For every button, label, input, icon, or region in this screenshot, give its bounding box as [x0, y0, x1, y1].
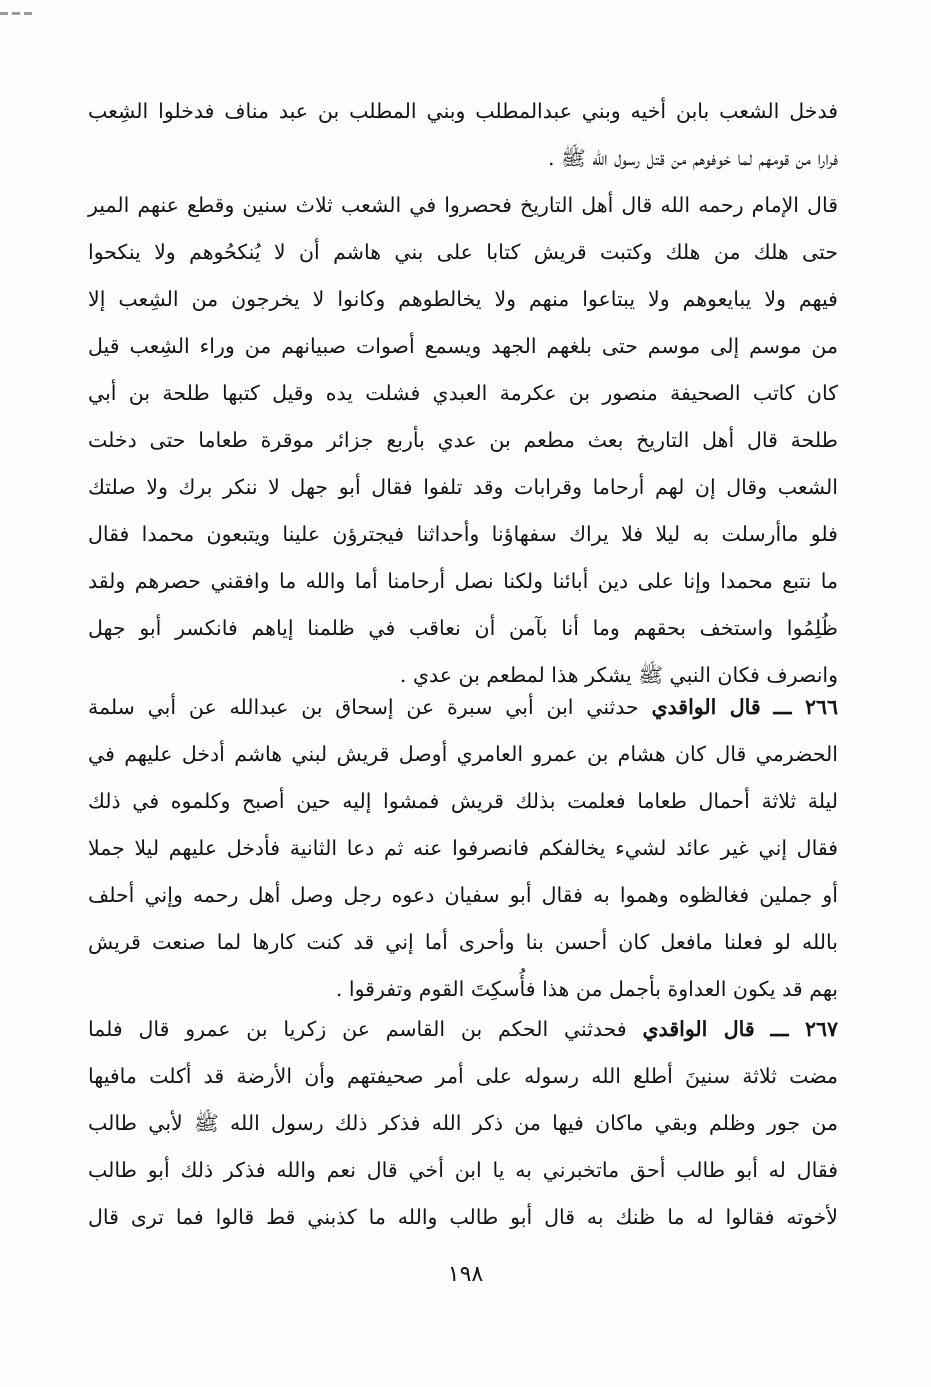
paragraph-first-line — [88, 684, 838, 731]
text-line: فقال له أبو طالب أحق ماتخبرني به يا ابن أخي قال نعم والله فذكر ذلك أبو طالب — [88, 1158, 838, 1182]
paragraph-266 — [88, 684, 838, 1013]
paragraph-number: ٢٦٦ ـــ — [773, 695, 838, 719]
speaker: قال الواقدي — [642, 1017, 755, 1041]
intro-block — [88, 88, 838, 182]
text-line: الحضرمي قال كان هشام بن عمرو العامري أوصل قريش لبني هاشم أدخل عليهم في — [88, 742, 838, 766]
text-line: فلو ماأرسلت به ليلا فلا يراك سفهاؤنا وأحداثنا فيجترؤن علينا ويتبعون محمدا فقال — [88, 522, 838, 546]
speaker: قال الواقدي — [651, 695, 761, 719]
text-line: وانصرف فكان النبي ﷺ يشكر هذا لمطعم بن عدي . — [399, 663, 838, 687]
text-line: فرارا من قومهم لما خوفوهم من قتل رسول الله ﷺ . — [547, 146, 838, 170]
text-line: بالله لو فعلنا مافعل كان أحسن بنا وأحرى أما إني قد كنت كارها لما صنعت قريش — [88, 930, 838, 954]
scan-mark — [0, 0, 40, 10]
text-line: ليلة ثلاثة أحمال طعاما فعلمت بذلك قريش فمشوا إليه حين أصبح وكلموه في ذلك — [88, 789, 838, 813]
text-line: الشعب وقال إن لهم أرحاما وقرابات وقد تلفوا فقال أبو جهل لا ننكر برك ولا صلتك — [88, 475, 838, 499]
text-line: طلحة قال أهل التاريخ بعث مطعم بن عدي بأربع جزائر موقرة طعاما حتى دخلت — [88, 428, 838, 452]
text-line: قال الإمام رحمه الله قال أهل التاريخ فحصروا في الشعب ثلاث سنين وقطع عنهم المير — [88, 193, 838, 217]
text-line: كان كاتب الصحيفة منصور بن عكرمة العبدي فشلت يده وقيل كتبها طلحة بن أبي — [88, 381, 838, 405]
text-line: مضت ثلاثة سنينَ أطلع الله رسوله على أمر صحيفتهم وأن الأرضة قد أكلت مافيها — [88, 1064, 838, 1088]
text-line: من جور وظلم وبقي ماكان فيها من ذكر الله فذكر ذلك رسول الله ﷺ لأبي طالب — [88, 1111, 838, 1135]
text-segment: حدثني ابن أبي سبرة عن إسحاق بن عبدالله عن أبي سلمة — [88, 695, 639, 719]
text-line: من موسم إلى موسم حتى بلغهم الجهد ويسمع أصوات صبيانهم من وراء الشِعب قيل — [88, 334, 838, 358]
text-line: لأخوته فقالوا له ما ظنك به قال أبو طالب والله ما كذبني قط قالوا فما ترى قال — [88, 1205, 838, 1229]
paragraph-number: ٢٦٧ ـــ — [770, 1017, 838, 1041]
text-segment: فحدثني الحكم بن القاسم عن زكريا بن عمرو قال فلما — [88, 1017, 627, 1041]
text-line: ما نتبع محمدا وإنا على دين أبائنا ولكنا نصل أرحامنا أما والله ما وافقني حصرهم ولقد — [88, 569, 838, 593]
page-number: ١٩٨ — [447, 1262, 484, 1287]
text-line: ظُلِمُوا واستخف بحقهم وما أنا بآمن أن نعاقب في ظلمنا إياهم فانكسر أبو جهل — [88, 616, 838, 640]
text-line: فيهم ولا يبايعوهم ولا يبتاعوا منهم ولا يخالطوهم وكانوا لا يخرجون من الشِعب إلا — [88, 287, 838, 311]
text-line: حتى هلك من هلك وكتبت قريش كتابا على بني هاشم أن لا يُنكحُوهم ولا ينكحوا — [88, 240, 838, 264]
text-line: أو جملين فغالظوه وهموا به فقال أبو سفيان دعوه رجل وصل أهل رحمه وإني أحلف — [88, 883, 838, 907]
text-line: فقال إني غير عائد لشيء يخالفكم فانصرفوا عنه ثم دعا الثانية فأدخل عليهم ليلا جملا — [88, 836, 838, 860]
paragraph-first-line — [88, 1006, 838, 1053]
paragraph-267 — [88, 1006, 838, 1241]
text-line: فدخل الشعب بابن أخيه وبني عبدالمطلب وبني المطلب بن عبد مناف فدخلوا الشِعب — [88, 99, 838, 123]
text-line: بهم قد يكون العداوة بأجمل من هذا فأُسكِتَ القوم وتفرقوا . — [335, 977, 838, 1001]
paragraph-imam — [88, 182, 838, 699]
